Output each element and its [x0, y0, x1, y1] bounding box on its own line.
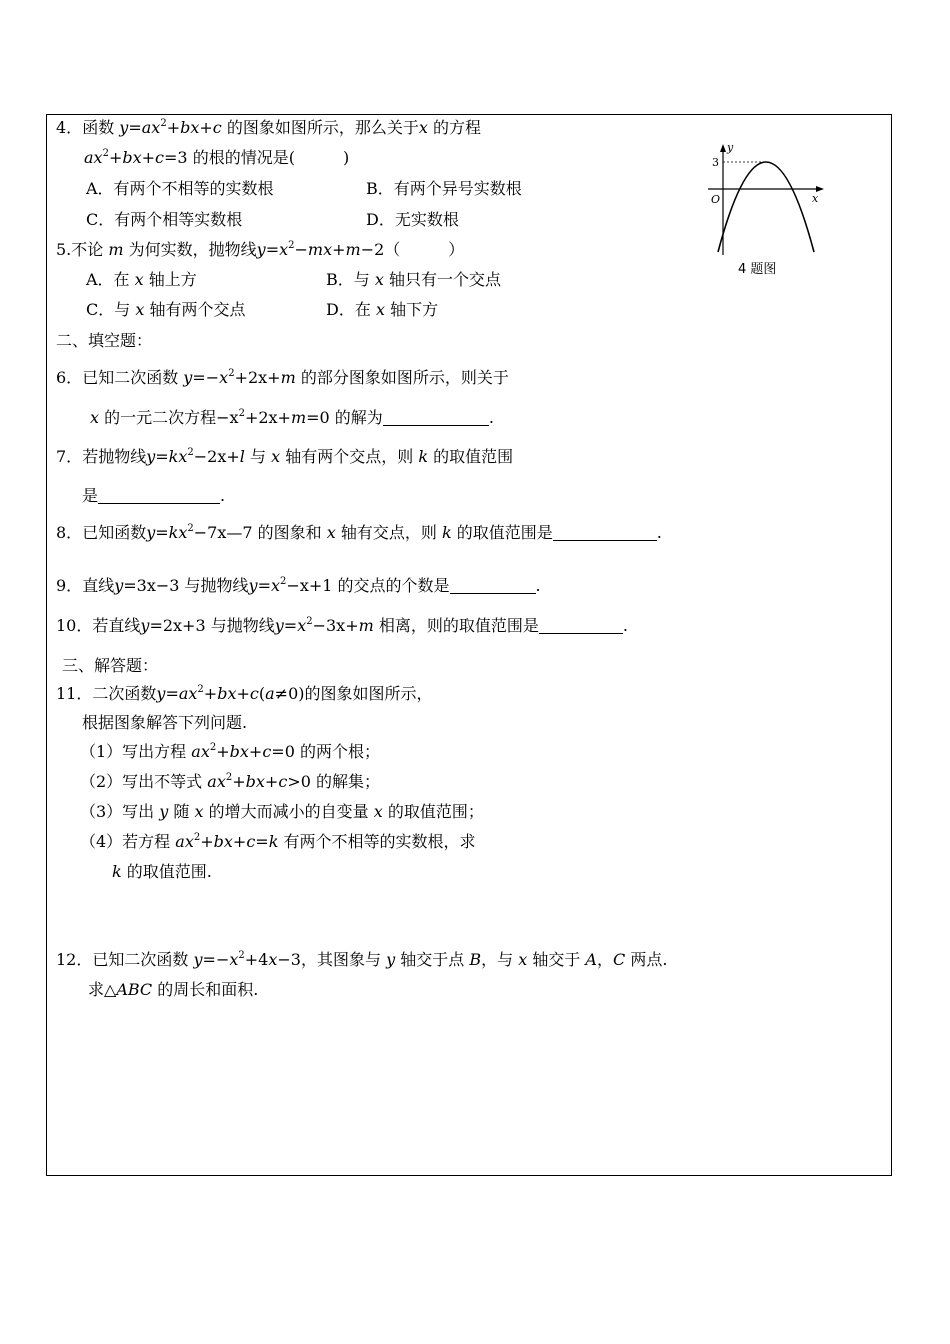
section-3-heading: 三、解答题： [62, 656, 159, 675]
q5-option-d: D．在 x 轴下方 [326, 300, 439, 319]
y-axis-arrow [720, 144, 726, 152]
q6-stem-line2: x 的一元二次方程$-x^2+2x+m=0$ 的解为 . [90, 408, 494, 427]
q5-option-c: C．与 x 轴有两个交点 [86, 300, 246, 319]
q4-stem-line1: 4．函数 $y=ax^2+bx+c$ 的图象如图所示，那么关于x 的方程 [56, 118, 482, 137]
q5-option-a: A．在 x 轴上方 [86, 270, 197, 289]
q11-sub-4-line2: k 的取值范围. [112, 862, 212, 881]
q12-stem-line2: 求△ABC 的周长和面积. [88, 980, 259, 999]
q8-answer-blank[interactable] [553, 524, 657, 541]
q4-option-a: A．有两个不相等的实数根 [86, 179, 274, 198]
q10-stem: 10．若直线y=2x+3 与抛物线$y=x^2-3x+m$ 相离，则的取值范围是 . [56, 616, 628, 635]
q11-sub-2: （2）写出不等式 $ax^2+bx+c>0$ 的解集； [80, 772, 380, 791]
q6-stem-line1: 6．已知二次函数 $y=-x^2+2x+m$ 的部分图象如图所示，则关于 [56, 368, 509, 387]
y-axis-label: y [727, 141, 734, 154]
q11-sub-4: （4）若方程 $ax^2+bx+c=k$ 有两个不相等的实数根，求 [80, 832, 476, 851]
q4-option-d: D．无实数根 [366, 210, 459, 229]
origin-label: O [711, 193, 721, 206]
q12-stem-line1: 12．已知二次函数 $y=-x^2+4x-3$，其图象与 y 轴交于点 B，与 x 轴交于 A，C 两点. [56, 950, 668, 969]
q10-answer-blank[interactable] [539, 617, 623, 634]
section-2-heading: 二、填空题： [56, 331, 153, 350]
parabola-curve [718, 162, 814, 252]
q9-stem: 9．直线y=3x−3 与抛物线$y=x^2-x+1$ 的交点的个数是 . [56, 576, 541, 595]
q7-answer-blank[interactable] [98, 487, 220, 504]
q11-sub-3: （3）写出 y 随 x 的增大而减小的自变量 x 的取值范围； [80, 802, 484, 821]
q6-answer-blank[interactable] [383, 409, 489, 426]
x-axis-label: x [812, 192, 819, 205]
q4-stem-line2: $ax^2+bx+c=3$ 的根的情况是( ) [84, 148, 350, 167]
q7-stem-line2: 是 . [82, 486, 226, 505]
q7-stem-line1: 7．若抛物线$y=kx^2-2x+l$ 与 x 轴有两个交点，则 k 的取值范围 [56, 447, 514, 466]
q4-option-c: C．有两个相等实数根 [86, 210, 243, 229]
q9-answer-blank[interactable] [450, 577, 536, 594]
q4-option-b: B．有两个异号实数根 [366, 179, 522, 198]
q11-stem-line1: 11．二次函数$y=ax^2+bx+c(a\ne 0)$的图象如图所示， [56, 684, 433, 703]
parabola-figure [700, 137, 830, 262]
q5-stem: 5.不论 m 为何实数，抛物线$y=x^2-mx+m-2$（ ） [56, 240, 465, 259]
q11-sub-1: （1）写出方程 $ax^2+bx+c=0$ 的两个根； [80, 742, 380, 761]
figure-caption: 4 题图 [738, 262, 777, 277]
tick-3-label: 3 [712, 156, 719, 169]
q5-option-b: B．与 x 轴只有一个交点 [326, 270, 501, 289]
q8-stem: 8．已知函数$y=kx^2-7x—7$ 的图象和 x 轴有交点，则 k 的取值范围是 . [56, 523, 662, 542]
q11-stem-line2: 根据图象解答下列问题. [82, 713, 248, 732]
